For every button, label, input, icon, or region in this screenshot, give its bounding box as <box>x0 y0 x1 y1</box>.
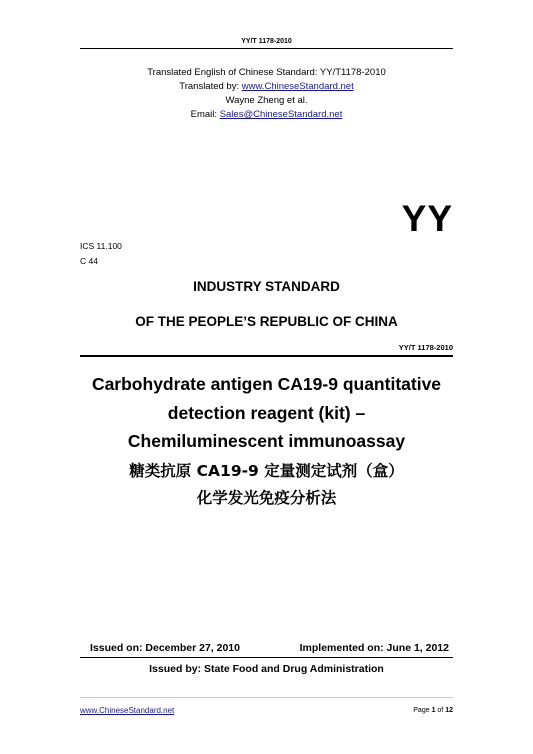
page-label: Page <box>413 707 432 714</box>
footer-website-link[interactable]: www.ChineseStandard.net <box>80 706 175 715</box>
page-current: 1 <box>431 707 436 714</box>
issued-date: Issued on: December 27, 2010 <box>90 642 240 654</box>
email-link[interactable]: Sales@ChineseStandard.net <box>219 109 343 120</box>
ccs-code: C 44 <box>80 256 98 266</box>
translated-by-label: Translated by: <box>179 81 242 92</box>
running-header-code: YY/T 1178-2010 <box>241 38 292 45</box>
footer-rule <box>80 697 453 698</box>
title-en-line-3: Chemiluminescent immunoassay <box>127 431 406 451</box>
standard-code: YY/T 1178-2010 <box>398 343 453 352</box>
page-total: 12 <box>445 707 453 714</box>
issuing-authority: Issued by: State Food and Drug Administration <box>149 663 384 675</box>
translation-note: Translated English of Chinese Standard: YY/T1178-2010 <box>147 67 386 78</box>
standard-mark: YY <box>401 198 453 239</box>
title-zh-line-2: 化学发光免疫分析法 <box>196 489 337 507</box>
ics-code: ICS 11.100 <box>80 241 122 251</box>
translator-name: Wayne Zheng et al. <box>225 95 308 106</box>
issue-rule <box>80 657 453 658</box>
email-line <box>0 108 533 122</box>
header-rule <box>80 48 453 49</box>
country-heading: OF THE PEOPLE’S REPUBLIC OF CHINA <box>135 314 398 329</box>
industry-standard-heading: INDUSTRY STANDARD <box>193 279 340 294</box>
page-number <box>413 707 453 714</box>
title-en-line-2: detection reagent (kit) – <box>167 403 366 423</box>
title-zh-line-1: 糖类抗原 CA19-9 定量测定试剂（盒） <box>129 462 404 480</box>
translated-by-line <box>0 80 533 94</box>
email-label: Email: <box>190 109 220 120</box>
page-of: of <box>435 707 446 714</box>
title-en-line-1: Carbohydrate antigen CA19-9 quantitative <box>91 374 442 394</box>
implemented-date: Implemented on: June 1, 2012 <box>299 642 449 654</box>
translator-website-link[interactable]: www.ChineseStandard.net <box>241 81 354 92</box>
title-rule <box>80 355 453 357</box>
